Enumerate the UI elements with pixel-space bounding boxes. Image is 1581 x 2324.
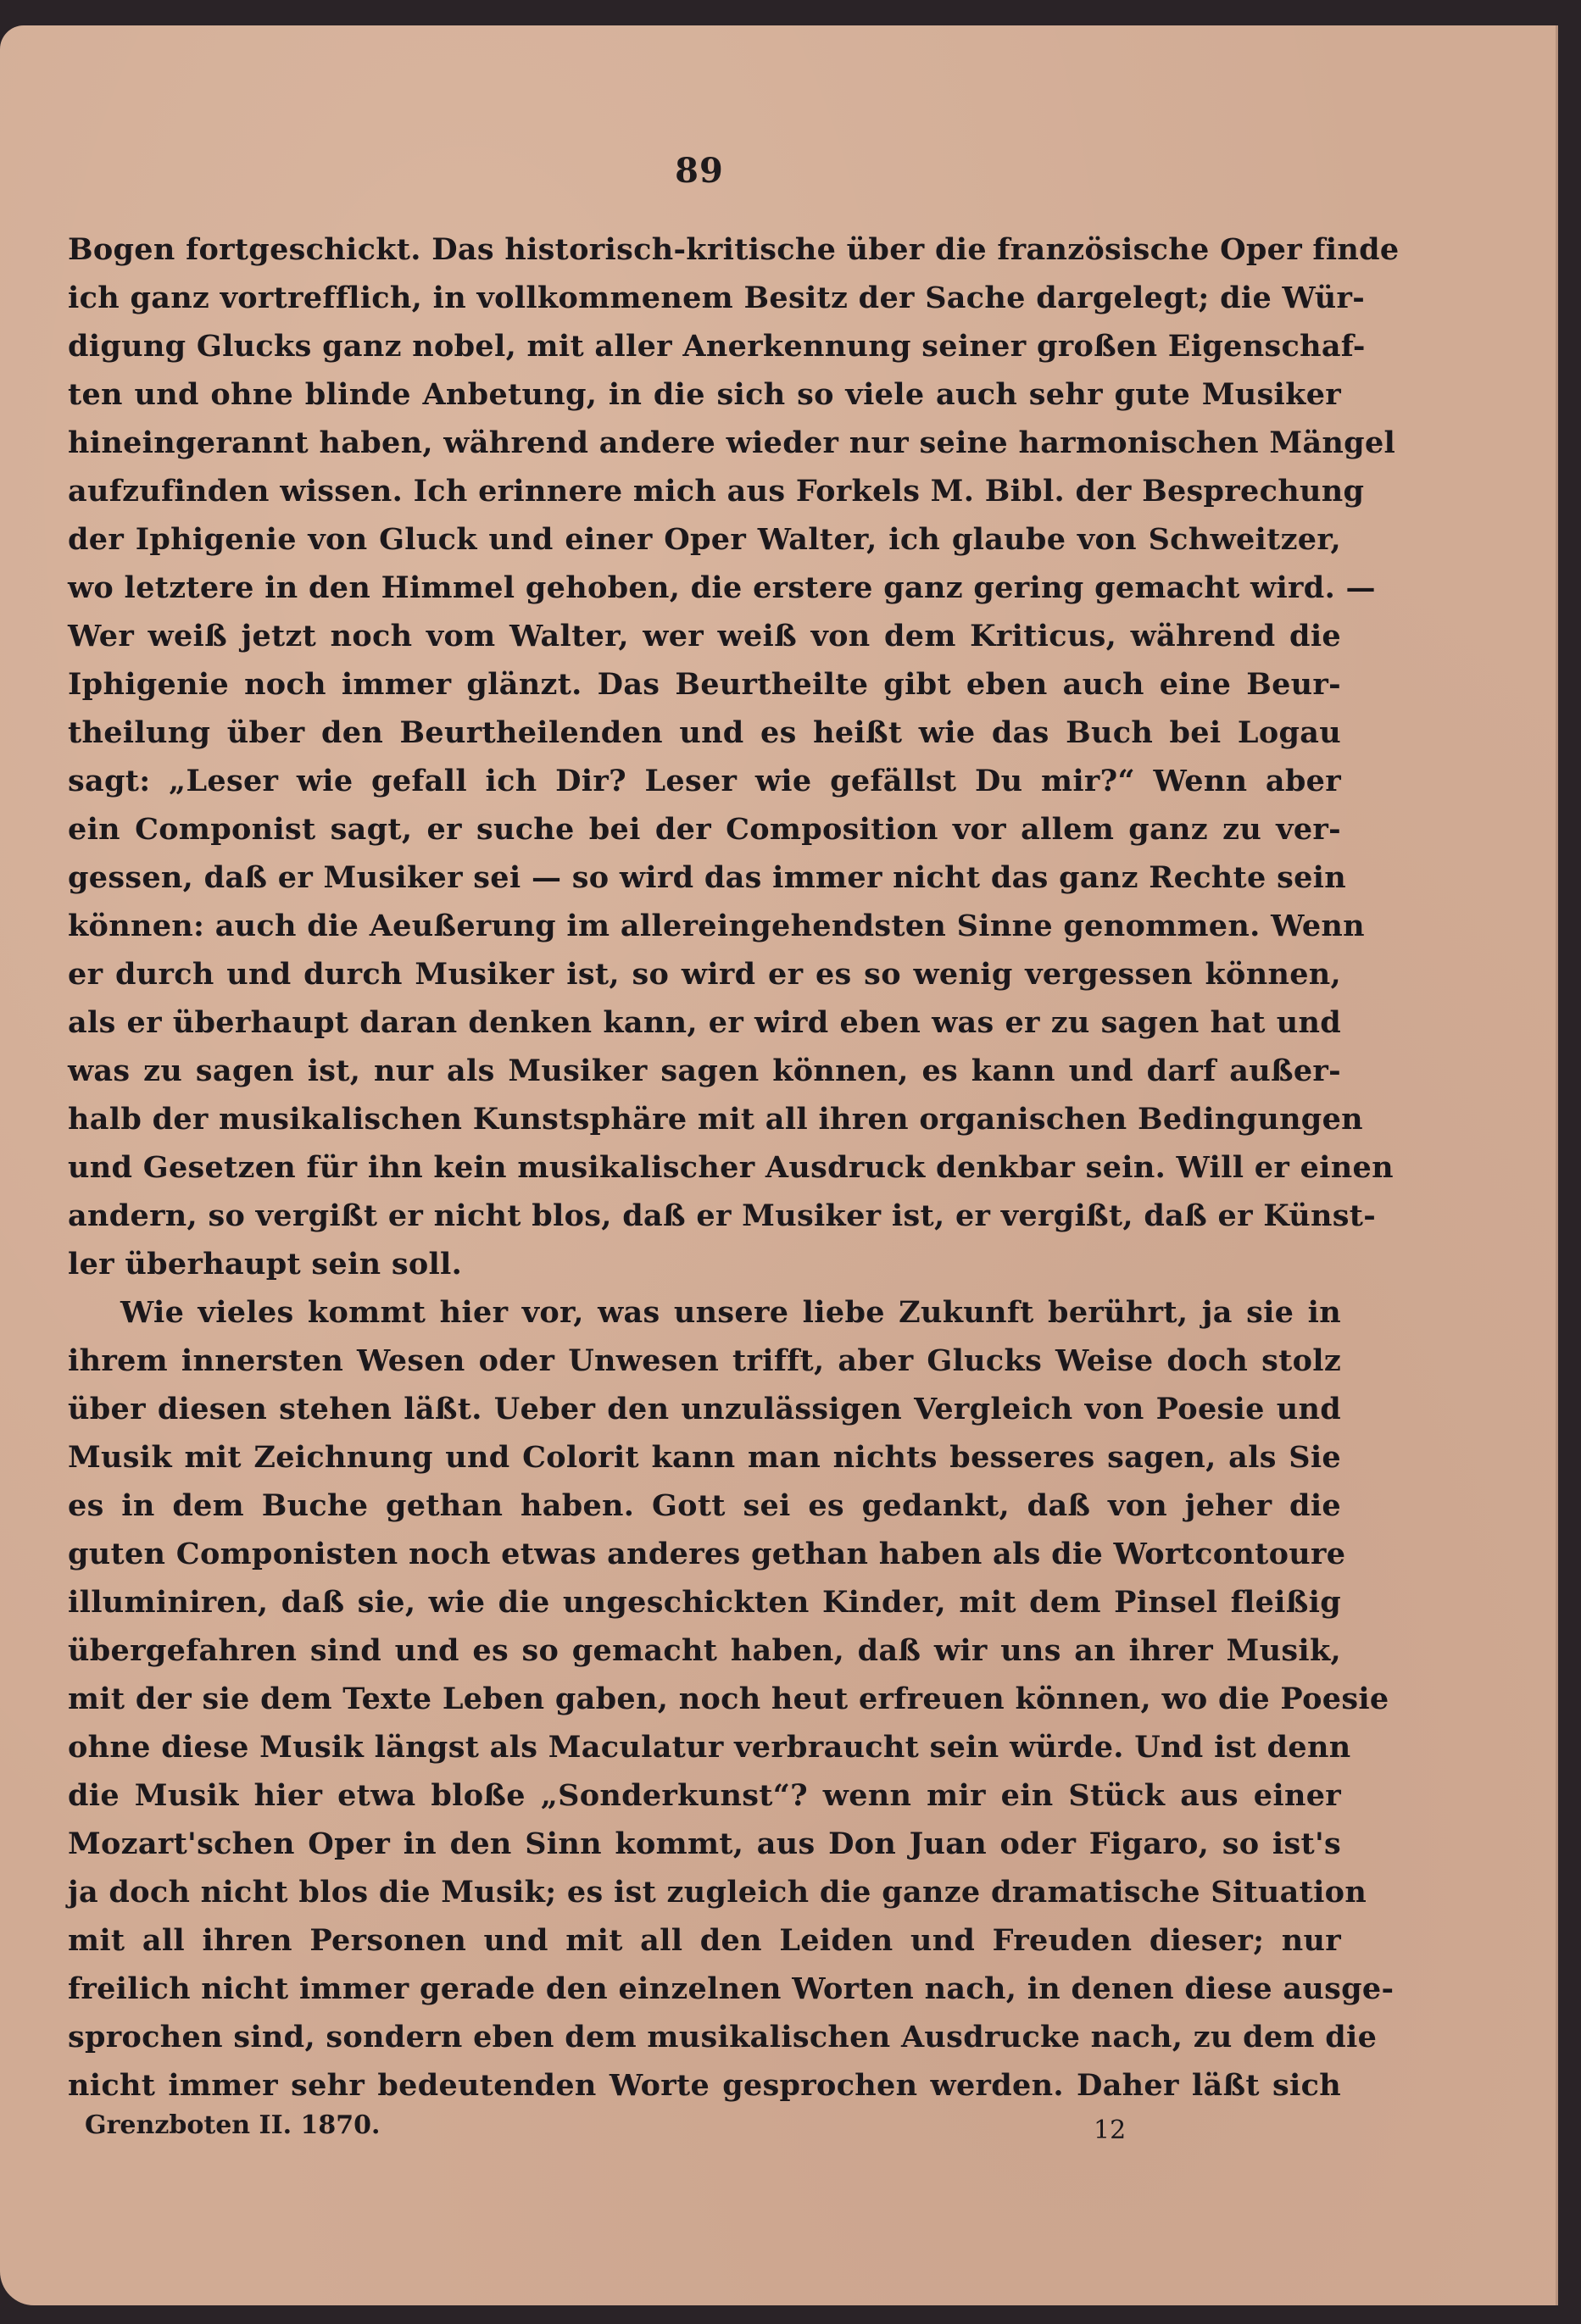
text-line: aufzufinden wissen. Ich erinnere mich aus Forkels M. Bibl. der Besprechung bbox=[68, 474, 1365, 509]
text-line: ich ganz vortrefflich, in vollkommenem Besitz der Sache dargelegt; die Wür- bbox=[68, 281, 1366, 315]
body-text bbox=[68, 225, 1400, 2110]
text-line: der Iphigenie von Gluck und einer Oper Walter, ich glaube von Schweitzer, bbox=[68, 522, 1341, 557]
page-footer bbox=[85, 2110, 1272, 2153]
text-line: können: auch die Aeußerung im allereingehendsten Sinne genommen. Wenn bbox=[68, 909, 1365, 943]
text-line: es in dem Buche gethan haben. Gott sei es gedankt, daß von jeher die bbox=[68, 1488, 1341, 1523]
text-line: über diesen stehen läßt. Ueber den unzulässigen Vergleich von Poesie und bbox=[68, 1392, 1341, 1426]
text-line: sprochen sind, sondern eben dem musikalischen Ausdrucke nach, zu dem die bbox=[68, 2020, 1378, 2054]
text-line: als er überhaupt daran denken kann, er wird eben was er zu sagen hat und bbox=[68, 1005, 1341, 1040]
text-line: und Gesetzen für ihn kein musikalischer Ausdruck denkbar sein. Will er einen bbox=[68, 1150, 1394, 1185]
text-line: digung Glucks ganz nobel, mit aller Anerkennung seiner großen Eigenschaf- bbox=[68, 329, 1366, 364]
text-line: andern, so vergißt er nicht blos, daß er Musiker ist, er vergißt, daß er Künst- bbox=[68, 1198, 1377, 1233]
text-line: sagt: „Leser wie gefall ich Dir? Leser wie gefällst Du mir?“ Wenn aber bbox=[68, 764, 1341, 798]
footer-sheet-number: 12 bbox=[1094, 2116, 1127, 2145]
text-line: ten und ohne blinde Anbetung, in die sich so viele auch sehr gute Musiker bbox=[68, 377, 1341, 412]
text-line: die Musik hier etwa bloße „Sonderkunst“? wenn mir ein Stück aus einer bbox=[68, 1778, 1341, 1813]
text-line: ler überhaupt sein soll. bbox=[68, 1247, 463, 1282]
text-line: mit all ihren Personen und mit all den Leiden und Freuden dieser; nur bbox=[68, 1923, 1341, 1958]
footer-signature: Grenzboten II. 1870. bbox=[85, 2110, 381, 2140]
text-line: gessen, daß er Musiker sei — so wird das immer nicht das ganz Rechte sein bbox=[68, 860, 1346, 895]
text-line: Iphigenie noch immer glänzt. Das Beurtheilte gibt eben auch eine Beur- bbox=[68, 667, 1341, 702]
text-line: wo letztere in den Himmel gehoben, die erstere ganz gering gemacht wird. — bbox=[68, 570, 1376, 605]
text-line: freilich nicht immer gerade den einzelnen Worten nach, in denen diese ausge- bbox=[68, 1971, 1395, 2006]
text-line: Wie vieles kommt hier vor, was unsere liebe Zukunft berührt, ja sie in bbox=[120, 1295, 1341, 1330]
text-line: was zu sagen ist, nur als Musiker sagen können, es kann und darf außer- bbox=[68, 1054, 1341, 1088]
text-line: Bogen fortgeschickt. Das historisch-kritische über die französische Oper finde bbox=[68, 232, 1400, 267]
text-line: Musik mit Zeichnung und Colorit kann man nichts besseres sagen, als Sie bbox=[68, 1440, 1341, 1475]
text-line: ihrem innersten Wesen oder Unwesen trifft, aber Glucks Weise doch stolz bbox=[68, 1343, 1341, 1378]
text-line: illuminiren, daß sie, wie die ungeschickten Kinder, mit dem Pinsel fleißig bbox=[68, 1585, 1341, 1620]
text-line: guten Componisten noch etwas anderes gethan haben als die Wortcontoure bbox=[68, 1537, 1346, 1571]
text-line: nicht immer sehr bedeutenden Worte gesprochen werden. Daher läßt sich bbox=[68, 2068, 1341, 2103]
text-line: Wer weiß jetzt noch vom Walter, wer weiß von dem Kriticus, während die bbox=[68, 619, 1341, 653]
book-page bbox=[0, 25, 1558, 2305]
page-number: 89 bbox=[675, 151, 724, 191]
paragraph bbox=[68, 225, 1400, 1288]
text-line: ohne diese Musik längst als Maculatur verbraucht sein würde. Und ist denn bbox=[68, 1730, 1351, 1765]
text-line: ja doch nicht blos die Musik; es ist zugleich die ganze dramatische Situation bbox=[68, 1875, 1367, 1910]
text-line: theilung über den Beurtheilenden und es heißt wie das Buch bei Logau bbox=[68, 715, 1341, 750]
text-line: hineingerannt haben, während andere wieder nur seine harmonischen Mängel bbox=[68, 425, 1396, 460]
text-line: halb der musikalischen Kunstsphäre mit all ihren organischen Bedingungen bbox=[68, 1102, 1363, 1137]
text-line: Mozart'schen Oper in den Sinn kommt, aus Don Juan oder Figaro, so ist's bbox=[68, 1826, 1341, 1861]
text-line: er durch und durch Musiker ist, so wird er es so wenig vergessen können, bbox=[68, 957, 1341, 992]
text-line: mit der sie dem Texte Leben gaben, noch heut erfreuen können, wo die Poesie bbox=[68, 1682, 1389, 1716]
paragraph bbox=[68, 1288, 1395, 2110]
text-line: übergefahren sind und es so gemacht haben, daß wir uns an ihrer Musik, bbox=[68, 1633, 1341, 1668]
text-line: ein Componist sagt, er suche bei der Composition vor allem ganz zu ver- bbox=[68, 812, 1341, 847]
